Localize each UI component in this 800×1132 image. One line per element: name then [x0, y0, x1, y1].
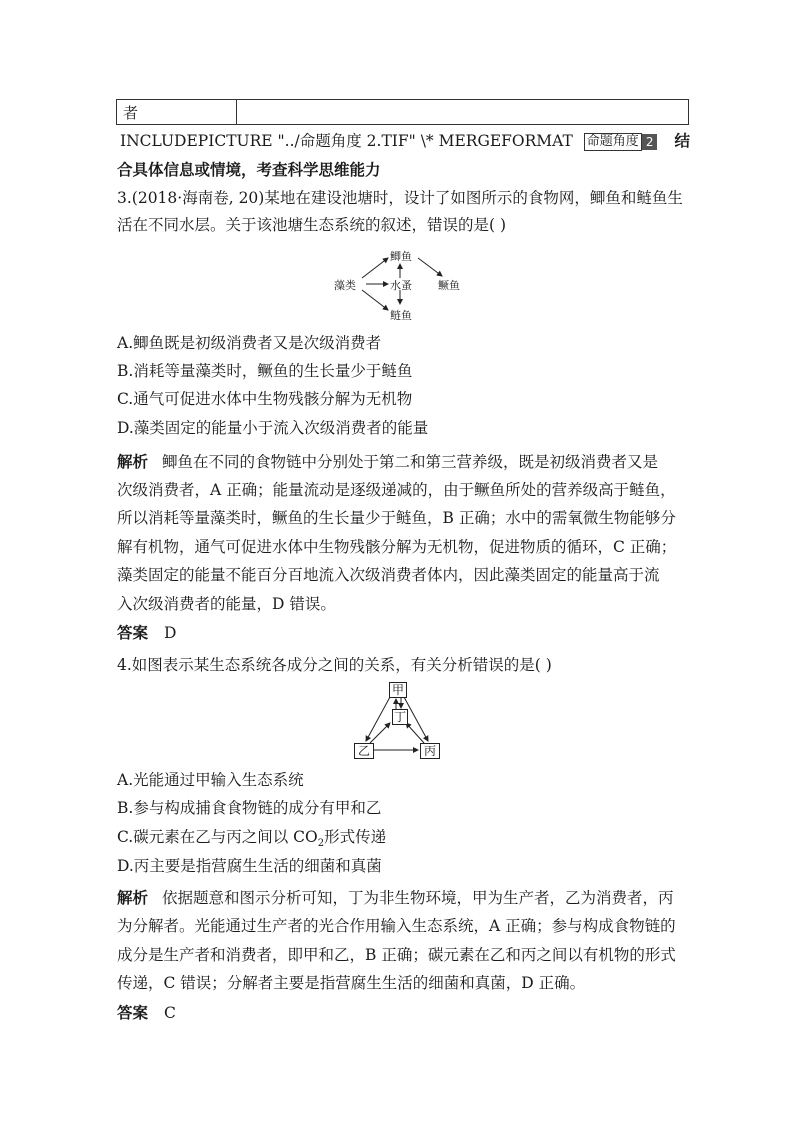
- q4-analysis-line3: 成分是生产者和消费者，即甲和乙，B 正确；碳元素在乙和丙之间以有机物的形式: [117, 946, 676, 964]
- node-ding: 丁: [393, 710, 406, 724]
- q4-stem: 4.如图表示某生态系统各成分之间的关系，有关分析错误的是( ): [117, 656, 552, 674]
- section-heading-line2: 合具体信息或情境，考查科学思维能力: [117, 160, 381, 179]
- q4-analysis-line4: 传递，C 错误；分解者主要是指营腐生生活的细菌和真菌，D 正确。: [117, 974, 586, 992]
- q3-analysis-text: 鲫鱼在不同的食物链中分别处于第二和第三营养级，既是初级消费者又是: [162, 453, 659, 471]
- q4-option-c-sub: 2: [317, 838, 325, 850]
- q4-answer-value: C: [164, 1004, 176, 1022]
- q4-ecosystem-diagram: [352, 681, 442, 759]
- q3-food-web-diagram: [330, 246, 470, 322]
- node-silver-carp: 鲢鱼: [390, 309, 412, 322]
- q3-stem-line1: 3.(2018·海南卷, 20)某地在建设池塘时，设计了如图所示的食物网，鲫鱼和鲢鱼生: [117, 189, 683, 207]
- q4-answer: [117, 1003, 176, 1023]
- q4-option-a: A.光能通过甲输入生态系统: [117, 771, 304, 789]
- heading-tail: 结: [674, 131, 690, 150]
- q3-analysis-line2: 次级消费者，A 正确；能量流动是逐级递减的，由于鳜鱼所处的营养级高于鲢鱼，: [117, 481, 676, 499]
- q3-analysis-line5: 藻类固定的能量不能百分百地流入次级消费者体内，因此藻类固定的能量高于流: [117, 566, 660, 584]
- q4-option-c-pre: C.碳元素在乙与丙之间以 CO: [117, 828, 318, 846]
- node-bing: 丙: [420, 743, 440, 759]
- q3-analysis-line6: 入次级消费者的能量，D 错误。: [117, 595, 336, 613]
- q3-option-a: A.鲫鱼既是初级消费者又是次级消费者: [117, 334, 382, 352]
- q3-stem-line2: 活在不同水层。关于该池塘生态系统的叙述，错误的是( ): [117, 216, 507, 234]
- q3-analysis-line3: 所以消耗等量藻类时，鳜鱼的生长量少于鲢鱼，B 正确；水中的需氧微生物能够分: [117, 509, 676, 527]
- q4-option-c-post: 形式传递: [324, 828, 387, 846]
- q3-answer: [117, 623, 176, 643]
- q3-option-b: B.消耗等量藻类时，鳜鱼的生长量少于鲢鱼: [117, 362, 413, 380]
- node-zooplankton: 水蚤: [390, 279, 412, 292]
- q4-analysis-line1: [117, 888, 674, 908]
- q3-option-d: D.藻类固定的能量小于流入次级消费者的能量: [117, 419, 429, 437]
- q4-option-b: B.参与构成捕食食物链的成分有甲和乙: [117, 799, 382, 817]
- q3-answer-label: 答案: [117, 623, 149, 642]
- node-jia: 甲: [389, 682, 407, 698]
- table-cell: 者: [117, 100, 237, 124]
- q3-option-c: C.通气可促进水体中生物残骸分解为无机物: [117, 390, 413, 408]
- include-field-code: INCLUDEPICTURE "../命题角度 2.TIF" \* MERGEFORMAT: [120, 132, 573, 150]
- node-mandarin-fish: 鳜鱼: [438, 279, 460, 292]
- q4-answer-label: 答案: [117, 1003, 149, 1022]
- q3-analysis-label: 解析: [117, 452, 149, 471]
- q4-analysis-label: 解析: [117, 888, 149, 907]
- node-algae: 藻类: [334, 279, 356, 292]
- table-fragment: [116, 99, 689, 125]
- section-heading-line1: [120, 131, 690, 151]
- q4-option-c: [117, 827, 386, 854]
- q3-analysis-line4: 解有机物，通气可促进水体中生物残骸分解为无机物，促进物质的循环，C 正确；: [117, 538, 677, 556]
- q3-analysis-line1: [117, 452, 658, 472]
- q4-analysis-text: 依据题意和图示分析可知，丁为非生物环境，甲为生产者，乙为消费者，丙: [162, 889, 674, 907]
- q4-option-d: D.丙主要是指营腐生生活的细菌和真菌: [117, 857, 382, 875]
- q3-answer-value: D: [164, 624, 177, 642]
- topic-badge: 命题角度: [584, 133, 642, 151]
- topic-badge-number: 2: [642, 134, 658, 150]
- node-yi: 乙: [354, 743, 374, 759]
- q4-analysis-line2: 为分解者。光能通过生产者的光合作用输入生态系统，A 正确；参与构成食物链的: [117, 917, 676, 935]
- node-crucian-carp: 鲫鱼: [390, 250, 412, 263]
